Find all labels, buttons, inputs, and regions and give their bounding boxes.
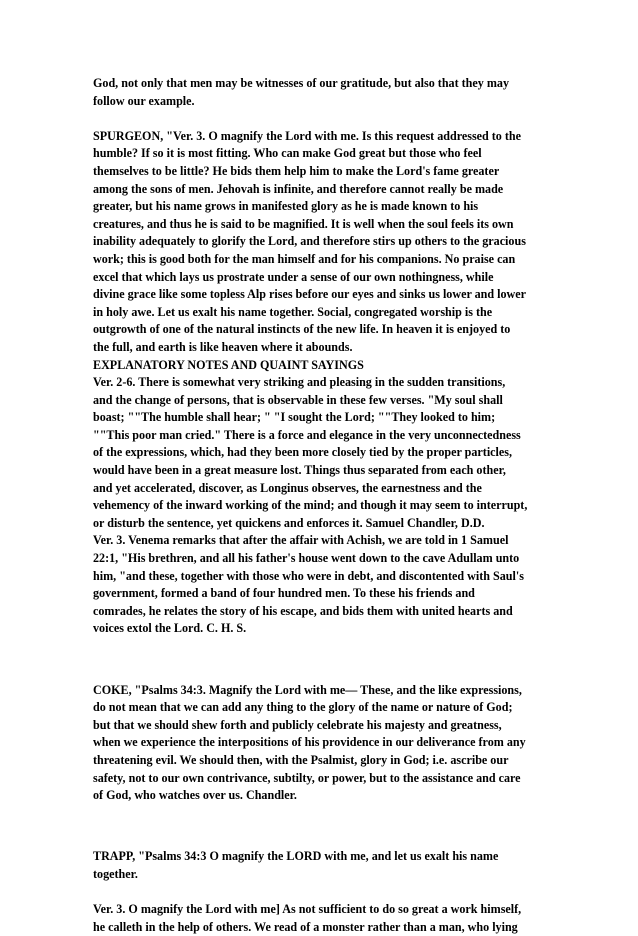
text-line: outgrowth of one of the natural instincts of the new life. In heaven it is enjoyed to [93,322,511,337]
text-line: 22:1, "His brethren, and all his father's house went down to the cave Adullam unto [93,551,520,566]
text-line: threatening evil. We should then, with the Psalmist, glory in God; i.e. ascribe our [93,752,509,767]
text-line: but that we should shew forth and publicly celebrate his majesty and greatness, [93,717,502,732]
text-line: TRAPP, "Psalms 34:3 O magnify the LORD with me, and let us exalt his name [93,849,499,864]
text-line: in holy awe. Let us exalt his name together. Social, congregated worship is the [93,304,493,319]
paragraph-gap [93,664,553,682]
paragraph-gap [93,884,553,902]
paragraph-intro [93,75,553,110]
paragraph-gap [93,110,553,128]
text-line: and the change of persons, that is observable in these few verses. "My soul shall [93,392,503,407]
text-line: humble? If so it is most fitting. Who can make God great but those who feel [93,146,482,161]
text-line: him, "and these, together with those who were in debt, and discontented with Saul's [93,568,524,583]
paragraph-gap [93,831,553,849]
paragraph-gap [93,638,553,664]
text-line: of the expressions, which, had they been more closely tied by the proper particles, [93,445,513,460]
text-line: do not mean that we can add any thing to the glory of the name or nature of God; [93,700,513,715]
text-line: Ver. 2-6. There is somewhat very striking and pleasing in the sudden transitions, [93,375,506,390]
paragraph-trapp-ver3 [93,901,553,936]
paragraph-coke [93,682,553,805]
text-line: boast; ""The humble shall hear; " "I sought the Lord; ""They looked to him; [93,410,496,425]
text-line: he calleth in the help of others. We read of a monster rather than a man, who lying [93,919,518,934]
paragraph-trapp [93,848,553,883]
paragraph-gap [93,805,553,831]
text-line: the full, and earth is like heaven where it abounds. [93,339,353,354]
text-line: ""This poor man cried." There is a force and elegance in the very unconnectedness [93,427,521,442]
text-line: divine grace like some topless Alp rises before our eyes and sinks us lower and lower [93,287,527,302]
text-line: God, not only that men may be witnesses of our gratitude, but also that they may [93,76,510,90]
text-line: follow our example. [93,93,195,108]
paragraph-spurgeon [93,128,553,638]
text-line: government, formed a band of four hundred men. To these his friends and [93,586,475,601]
text-line: voices extol the Lord. C. H. S. [93,621,247,636]
text-line: together. [93,866,138,881]
text-line: themselves to be little? He bids them help him to make the Lord's fame greater [93,163,500,178]
text-line: would have been in a great measure lost. Things thus separated from each other, [93,463,506,478]
text-line: among the sons of men. Jehovah is infinite, and therefore cannot really be made [93,181,504,196]
text-line: greater, but his name grows in manifested glory as he is made known to his [93,199,479,214]
text-line: Ver. 3. Venema remarks that after the affair with Achish, we are told in 1 Samuel [93,533,509,548]
text-line: of God, who watches over us. Chandler. [93,788,297,803]
text-line: comrades, he relates the story of his escape, and bids them with united hearts and [93,603,513,618]
text-line: vehemency of the inward working of the mind; and though it may seem to interrupt, [93,498,528,513]
text-line: when we experience the interpositions of his providence in our deliverance from any [93,735,526,750]
text-line: COKE, "Psalms 34:3. Magnify the Lord with me— These, and the like expressions, [93,682,522,697]
text-line: creatures, and thus he is said to be magnified. It is well when the soul feels its own [93,216,514,231]
document-page [93,75,553,936]
text-line: inability adequately to glorify the Lord, and therefore stirs up others to the gracious [93,234,526,249]
text-line: work; this is good both for the man himself and for his companions. No praise can [93,251,516,266]
text-line: SPURGEON, "Ver. 3. O magnify the Lord with me. Is this request addressed to the [93,128,521,143]
section-heading: EXPLANATORY NOTES AND QUAINT SAYINGS [93,357,364,372]
text-line: or disturb the sentence, yet quickens and enforces it. Samuel Chandler, D.D. [93,515,485,530]
text-line: excel that which lays us prostrate under a sense of our own nothingness, while [93,269,494,284]
text-line: Ver. 3. O magnify the Lord with me] As not sufficient to do so great a work himself, [93,902,522,917]
text-line: and yet accelerated, discover, as Longinus observes, the earnestness and the [93,480,482,495]
text-line: safety, not to our own contrivance, subtilty, or power, but to the assistance and care [93,770,521,785]
